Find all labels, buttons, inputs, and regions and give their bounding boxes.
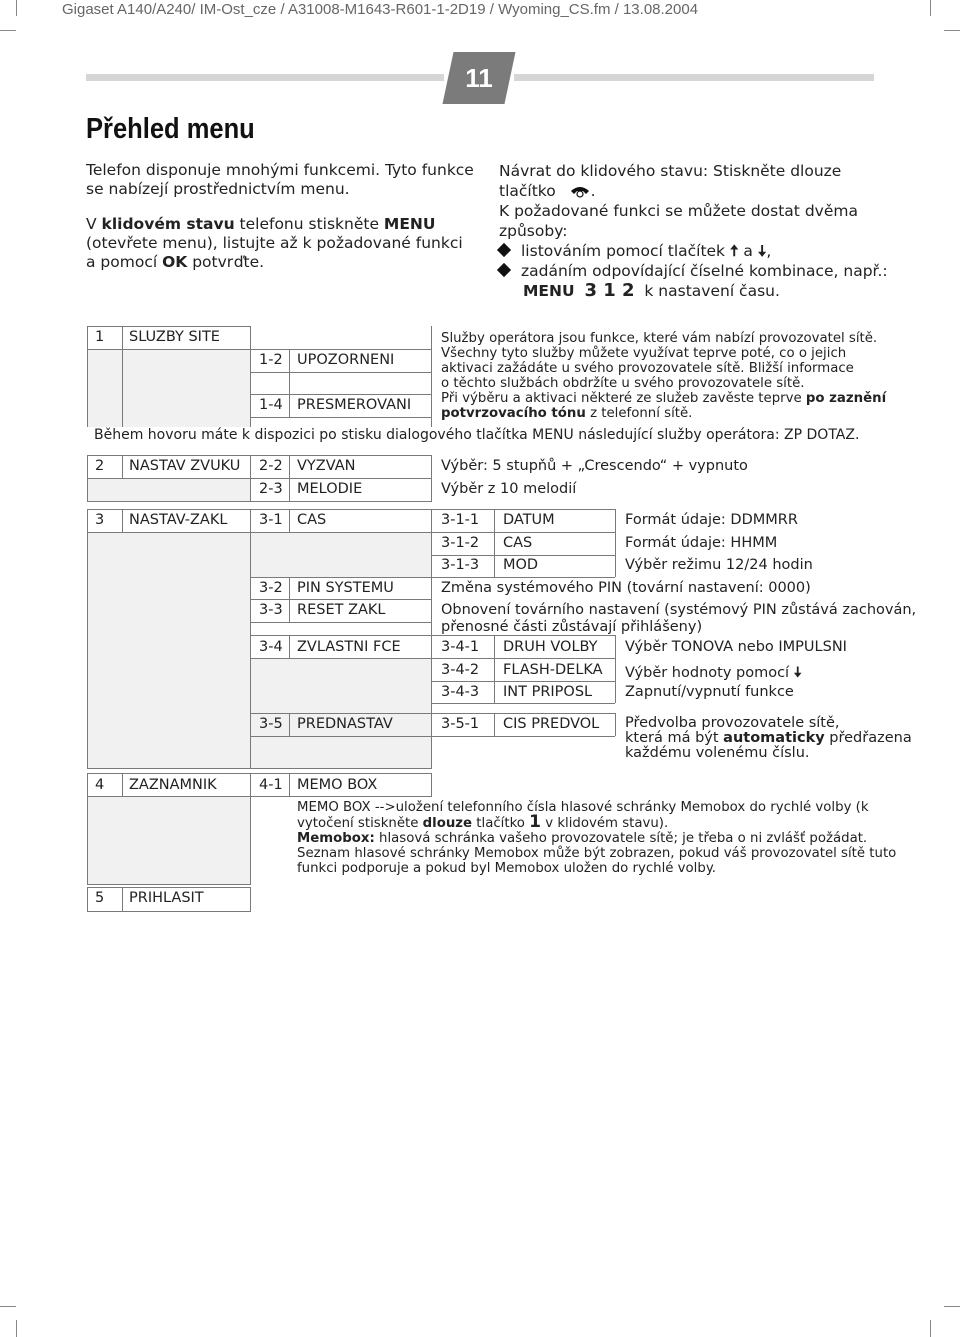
crop-mark [930, 0, 931, 16]
menu-item-nastav-zakl: NASTAV-ZAKL [129, 512, 228, 528]
menu-item-number: 3-2 [259, 580, 283, 596]
menu-item-nastav-zvuku: NASTAV ZVUKU [129, 458, 241, 474]
menu-item-number: 3-5 [259, 716, 283, 732]
menu-item-number: 1-2 [259, 352, 283, 368]
menu-item-number: 1-4 [259, 397, 283, 413]
menu-item-number: 3-4 [259, 639, 283, 655]
down-arrow-icon: 🠇 [757, 242, 767, 260]
menu-item-number: 4-1 [259, 777, 283, 793]
menu-item-number: 2-2 [259, 458, 283, 474]
running-header: Gigaset A140/A240/ IM-Ost_cze / A31008-M1643-R601-1-2D19 / Wyoming_CS.fm / 13.08.2004 [62, 1, 699, 18]
menu-item-number: 3 [95, 512, 105, 528]
menu-item-number: 5 [95, 890, 105, 906]
shaded-cell [87, 532, 250, 768]
menu-item-melodie: MELODIE [297, 481, 363, 497]
crop-mark [16, 0, 17, 16]
menu-item-number: 1 [95, 329, 105, 345]
menu-description: MEMO BOX -->uložení telefonního čísla hlasové schránky Memobox do rychlé volby (k vytočení stiskněte dlouze tlačítko 1 v klidovém stavu). Memobox: hlasová schránka vašeho provozovatele sítě; je třeba o ni zvlášť požádat. Seznam hlasové schránky Memobox může být zobrazen, pokud váš provozovatel sítě tuto funkci podporuje a pokud byl Memobox uložen do rychlé volby. [297, 800, 897, 876]
shaded-cell [87, 796, 250, 884]
menu-item-prednastav: PREDNASTAV [297, 716, 393, 732]
menu-item-druh-volby: DRUH VOLBY [503, 639, 598, 655]
menu-item-int-priposl: INT PRIPOSL [503, 684, 593, 700]
menu-description: Formát údaje: DDMMRR [625, 512, 798, 528]
up-arrow-icon: 🠅 [729, 242, 739, 260]
menu-item-presmerovani: PRESMEROVANI [297, 397, 412, 413]
menu-description: Výběr TONOVA nebo IMPULSNI [625, 639, 847, 655]
menu-item-sluzby-site: SLUZBY SITE [129, 329, 220, 345]
shaded-cell [251, 658, 431, 703]
menu-item-reset-zakl: RESET ZAKL [297, 602, 386, 618]
menu-item-number: 2-3 [259, 481, 283, 497]
end-call-key-icon [569, 184, 591, 198]
menu-item-zaznamnik: ZAZNAMNIK [129, 777, 217, 793]
menu-item-cis-predvol: CIS PREDVOL [503, 716, 600, 732]
crop-mark [944, 30, 960, 31]
menu-description: Služby operátora jsou funkce, které vám nabízí provozovatel sítě. Všechny tyto služby můžete využívat teprve poté, co o jejich aktivaci zažádáte u svého provozovatele sítě. Bližší informace o těchto službách obdržíte u svého provozovatele sítě. Při výběru a aktivaci některé ze služeb zavěste teprve po zaznění potvrzovacího tónu z telefonní sítě. [441, 331, 887, 421]
header-rule-right [514, 74, 874, 81]
menu-description: Zapnutí/vypnutí funkce [625, 684, 794, 700]
intro-instructions: Návrat do klidového stavu: Stiskněte dlouze tlačítko . K požadované funkci se můžete dostat dvěma způsoby: listováním pomocí tlačítek 🠅 a 🠇, zadáním odpovídající číselné kombinace, např.: MENU 3 1 2 k nastavení času. [499, 161, 888, 301]
menu-description: Změna systémového PIN (tovární nastavení: 0000) [441, 580, 811, 596]
menu-item-number: 2 [95, 458, 105, 474]
menu-description: Výběr: 5 stupňů + „Crescendo“ + vypnuto [441, 458, 748, 474]
menu-item-pin-systemu: PIN SYSTEMU [297, 580, 394, 596]
shaded-cell [87, 349, 122, 427]
menu-item-number: 3-5-1 [441, 716, 480, 732]
menu-item-number: 3-1-2 [441, 535, 480, 551]
page-title: Přehled menu [86, 113, 255, 145]
menu-item-memo-box: MEMO BOX [297, 777, 378, 793]
menu-item-number: 3-3 [259, 602, 283, 618]
menu-item-cas: CAS [297, 512, 327, 528]
menu-item-upozorneni: UPOZORNENI [297, 352, 395, 368]
crop-mark [16, 1320, 17, 1337]
header-rule-left [86, 74, 444, 81]
menu-description: Výběr z 10 melodií [441, 481, 577, 497]
menu-item-number: 3-4-3 [441, 684, 480, 700]
menu-item-datum: DATUM [503, 512, 555, 528]
crop-mark [944, 1306, 960, 1307]
menu-description: Obnovení továrního nastavení (systémový PIN zůstává zachován, přenosné části zůstávají přihlášeny) [441, 602, 917, 635]
crop-mark [0, 1306, 16, 1307]
menu-item-number: 4 [95, 777, 105, 793]
menu-description: Předvolba provozovatele sítě, která má být automaticky předřazena každému volenému číslu. [625, 715, 912, 761]
menu-item-number: 3-1-3 [441, 557, 480, 573]
menu-item-prihlasit: PRIHLASIT [129, 890, 204, 906]
shaded-cell [251, 532, 431, 577]
menu-description: Výběr režimu 12/24 hodin [625, 557, 813, 573]
menu-item-number: 3-1 [259, 512, 283, 528]
bullet-icon [497, 263, 511, 277]
menu-item-number: 3-4-1 [441, 639, 480, 655]
bullet-icon [497, 243, 511, 257]
menu-item-zvlastni-fce: ZVLASTNI FCE [297, 639, 401, 655]
menu-item-mod: MOD [503, 557, 539, 573]
down-arrow-icon: 🠇 [793, 665, 802, 681]
crop-mark [0, 30, 16, 31]
shaded-cell [122, 349, 250, 427]
menu-description: Výběr hodnoty pomocí 🠇 [625, 662, 802, 687]
menu-item-number: 3-4-2 [441, 662, 480, 678]
page-number: 11 [465, 63, 493, 93]
menu-item-number: 3-1-1 [441, 512, 480, 528]
menu-item-cas-time: CAS [503, 535, 533, 551]
crop-mark [930, 1320, 931, 1337]
menu-description: Formát údaje: HHMM [625, 535, 778, 551]
intro-text: Telefon disponuje mnohými funkcemi. Tyto funkce se nabízejí prostřednictvím menu. V klidovém stavu telefonu stiskněte MENU (otevřete menu), listujte až k požadované funkci a pomocí OK potvrďte. [86, 161, 474, 271]
shaded-cell [87, 478, 250, 501]
menu-item-vyzvan: VYZVAN [297, 458, 356, 474]
menu-note: Během hovoru máte k dispozici po stisku dialogového tlačítka MENU následující služby operátora: ZP DOTAZ. [94, 427, 860, 443]
menu-item-flash-delka: FLASH-DELKA [503, 662, 603, 678]
